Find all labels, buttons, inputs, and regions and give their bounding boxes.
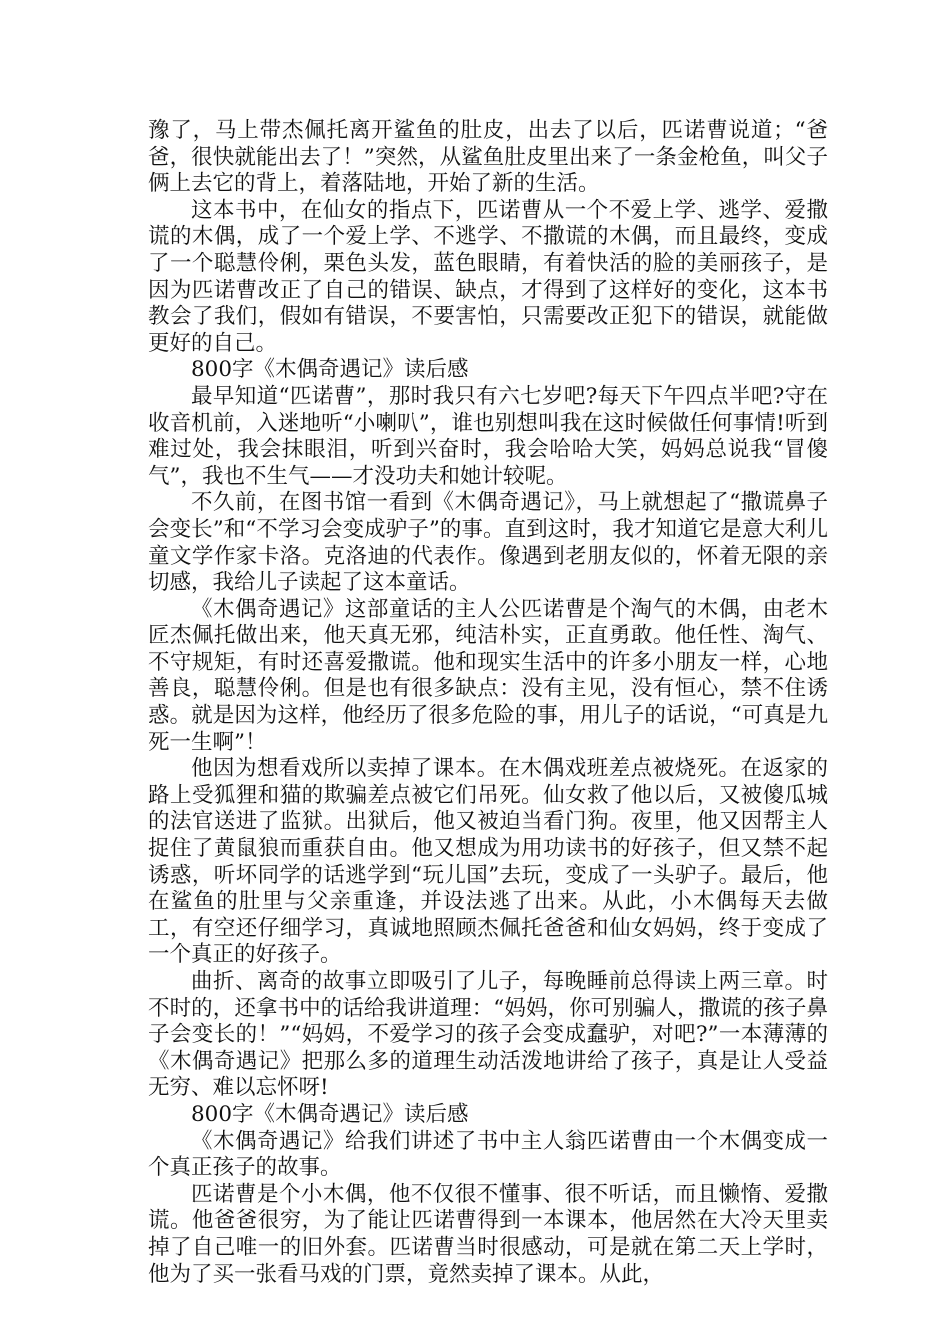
paragraph: 这本书中，在仙女的指点下，匹诺曹从一个不爱上学、逃学、爱撒谎的木偶，成了一个爱上学、不逃学、不撒谎的木偶，而且最终，变成了一个聪慧伶俐，栗色头发，蓝色眼睛，有着快活的脸的美丽孩子，是因为匹诺曹改正了自己的错误、缺点，才得到了这样好的变化，这本书教会了我们，假如有错误，不要害怕，只需要改正犯下的错误，就能做更好的自己。 [148,197,828,356]
paragraph: 匹诺曹是个小木偶，他不仅很不懂事、很不听话，而且懒惰、爱撒谎。他爸爸很穷，为了能让匹诺曹得到一本课本，他居然在大冷天里卖掉了自己唯一的旧外套。匹诺曹当时很感动，可是就在第二天上学时，他为了买一张看马戏的门票，竟然卖掉了课本。从此， [148,1181,828,1287]
document-page [148,118,828,1288]
paragraph: 曲折、离奇的故事立即吸引了儿子，每晚睡前总得读上两三章。时不时的，还拿书中的话给我讲道理：“妈妈，你可别骗人，撒谎的孩子鼻子会变长的！”“妈妈，不爱学习的孩子会变成蠢驴，对吧?”一本薄薄的《木偶奇遇记》把那么多的道理生动活泼地讲给了孩子，真是让人受益无穷、难以忘怀呀! [148,969,828,1101]
section-heading: 800字《木偶奇遇记》读后感 [191,1101,469,1127]
paragraph: 不久前，在图书馆一看到《木偶奇遇记》，马上就想起了“撒谎鼻子会变长”和“不学习会变成驴子”的事。直到这时，我才知道它是意大利儿童文学作家卡洛。克洛迪的代表作。像遇到老朋友似的，怀着无限的亲切感，我给儿子读起了这本童话。 [148,490,828,596]
paragraph: 《木偶奇遇记》给我们讲述了书中主人翁匹诺曹由一个木偶变成一个真正孩子的故事。 [148,1128,828,1181]
paragraph: 《木偶奇遇记》这部童话的主人公匹诺曹是个淘气的木偶，由老木匠杰佩托做出来，他天真无邪，纯洁朴实，正直勇敢。他任性、淘气、不守规矩，有时还喜爱撒谎。他和现实生活中的许多小朋友一样，心地善良，聪慧伶俐。但是也有很多缺点：没有主见，没有恒心，禁不住诱惑。就是因为这样，他经历了很多危险的事，用儿子的话说，“可真是九死一生啊”！ [148,596,828,755]
section-heading: 800字《木偶奇遇记》读后感 [191,357,469,383]
paragraph-continued: 豫了，马上带杰佩托离开鲨鱼的肚皮，出去了以后，匹诺曹说道；“爸爸，很快就能出去了！”突然，从鲨鱼肚皮里出来了一条金枪鱼，叫父子俩上去它的背上，着落陆地，开始了新的生活。 [148,118,828,197]
paragraph: 他因为想看戏所以卖掉了课本。在木偶戏班差点被烧死。在返家的路上受狐狸和猫的欺骗差点被它们吊死。仙女救了他以后，又被傻瓜城的法官送进了监狱。出狱后，他又被迫当看门狗。夜里，他又因帮主人捉住了黄鼠狼而重获自由。他又想成为用功读书的好孩子，但又禁不起诱惑，听坏同学的话逃学到“玩儿国”去玩，变成了一头驴子。最后，他在鲨鱼的肚里与父亲重逢，并设法逃了出来。从此，小木偶每天去做工，有空还仔细学习，真诚地照顾杰佩托爸爸和仙女妈妈，终于变成了一个真正的好孩子。 [148,756,828,968]
paragraph: 最早知道“匹诺曹”，那时我只有六七岁吧?每天下午四点半吧?守在收音机前，入迷地听“小喇叭”，谁也别想叫我在这时候做任何事情!听到难过处，我会抹眼泪，听到兴奋时，我会哈哈大笑，妈妈总说我“冒傻气”，我也不生气——才没功夫和她计较呢。 [148,383,828,489]
